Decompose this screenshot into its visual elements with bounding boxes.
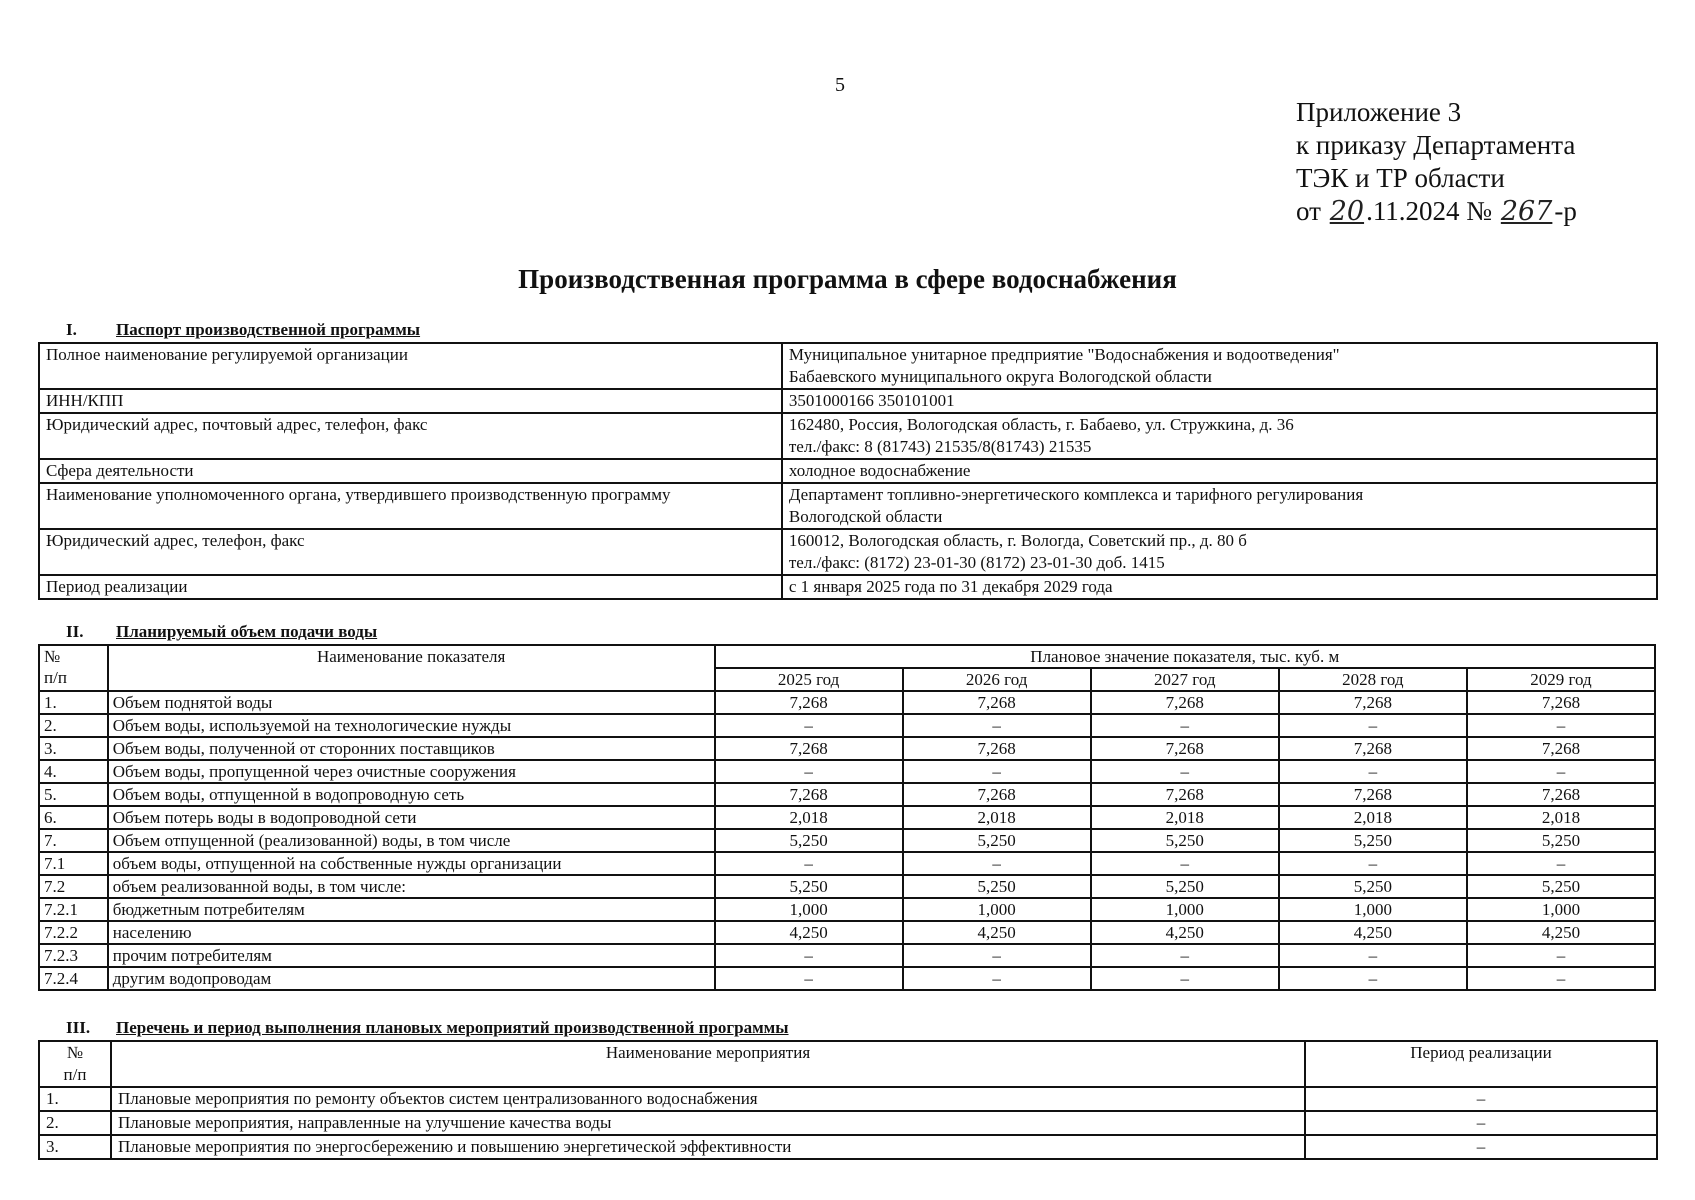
row-number: 7.2 [39, 875, 108, 898]
indicator-value: 7,268 [715, 737, 903, 760]
indicator-name: населению [108, 921, 715, 944]
indicator-name: объем реализованной воды, в том числе: [108, 875, 715, 898]
table-row [39, 898, 1655, 921]
indicator-name: Объем воды, пропущенной через очистные сооружения [108, 760, 715, 783]
indicator-value: – [1279, 944, 1467, 967]
passport-row [39, 343, 1657, 389]
row-number: 3. [39, 737, 108, 760]
indicator-value: 7,268 [715, 691, 903, 714]
row-number: 7. [39, 829, 108, 852]
indicator-value: 7,268 [1279, 737, 1467, 760]
passport-row [39, 389, 1657, 413]
passport-value [782, 483, 1657, 529]
col-num-header [39, 645, 108, 691]
activity-period: – [1305, 1135, 1657, 1159]
indicator-value: – [903, 967, 1091, 990]
table-row [39, 921, 1655, 944]
indicator-value: – [1467, 944, 1655, 967]
row-number: 1. [39, 1087, 111, 1111]
indicator-value: 5,250 [715, 829, 903, 852]
row-number: 2. [39, 1111, 111, 1135]
year-header: 2027 год [1091, 668, 1279, 691]
table-row [39, 875, 1655, 898]
passport-value-line: Вологодской области [788, 507, 943, 526]
indicator-name: Объем воды, полученной от сторонних поставщиков [108, 737, 715, 760]
annex-block [1296, 96, 1577, 228]
passport-value-line: тел./факс: 8 (81743) 21535/8(81743) 21535 [788, 437, 1092, 456]
row-number: 7.2.4 [39, 967, 108, 990]
row-number: 4. [39, 760, 108, 783]
row-number: 7.2.3 [39, 944, 108, 967]
page-number: 5 [835, 74, 845, 96]
activity-period: – [1305, 1111, 1657, 1135]
indicator-value: – [715, 760, 903, 783]
indicator-value: 2,018 [715, 806, 903, 829]
indicator-value: 7,268 [1091, 737, 1279, 760]
indicator-value: – [1467, 714, 1655, 737]
passport-value-line: Департамент топливно-энергетического комплекса и тарифного регулирования [788, 485, 1364, 504]
indicator-value: 2,018 [1279, 806, 1467, 829]
passport-label: ИНН/КПП [39, 389, 782, 413]
passport-table [38, 342, 1658, 600]
row-number: 7.2.1 [39, 898, 108, 921]
indicator-value: – [1091, 714, 1279, 737]
passport-value-line: с 1 января 2025 года по 31 декабря 2029 года [788, 577, 1113, 596]
order-suffix: -р [1554, 196, 1577, 226]
section-1-heading [66, 320, 420, 340]
indicator-value: 4,250 [1279, 921, 1467, 944]
indicator-value: – [1467, 852, 1655, 875]
indicator-value: – [1467, 967, 1655, 990]
indicator-value: 5,250 [715, 875, 903, 898]
indicator-value: 4,250 [903, 921, 1091, 944]
col-num-pp: п/п [44, 668, 67, 687]
activity-name: Плановые мероприятия по ремонту объектов систем централизованного водоснабжения [111, 1087, 1305, 1111]
table-row [39, 691, 1655, 714]
year-header: 2025 год [715, 668, 903, 691]
indicator-value: 7,268 [1279, 691, 1467, 714]
indicator-value: 1,000 [1091, 898, 1279, 921]
indicator-name: объем воды, отпущенной на собственные нужды организации [108, 852, 715, 875]
indicator-name: бюджетным потребителям [108, 898, 715, 921]
row-number: 5. [39, 783, 108, 806]
indicator-value: 2,018 [903, 806, 1091, 829]
indicator-value: 7,268 [1091, 691, 1279, 714]
passport-value-line: Бабаевского муниципального округа Вологодской области [788, 367, 1212, 386]
passport-row [39, 575, 1657, 599]
table-row [39, 852, 1655, 875]
indicator-value: – [903, 760, 1091, 783]
col-period-header: Период реализации [1305, 1041, 1657, 1087]
indicator-value: – [1279, 967, 1467, 990]
passport-label: Юридический адрес, телефон, факс [39, 529, 782, 575]
indicator-value: 1,000 [1279, 898, 1467, 921]
indicator-value: – [1091, 760, 1279, 783]
indicator-value: 1,000 [715, 898, 903, 921]
indicator-value: – [903, 852, 1091, 875]
indicator-name: Объем воды, отпущенной в водопроводную сеть [108, 783, 715, 806]
table-row [39, 737, 1655, 760]
indicator-value: 7,268 [1467, 783, 1655, 806]
passport-row [39, 483, 1657, 529]
indicator-value: 7,268 [903, 737, 1091, 760]
passport-value-line: Муниципальное унитарное предприятие "Водоснабжения и водоотведения" [788, 345, 1340, 364]
indicator-value: 5,250 [1091, 829, 1279, 852]
section-3-title: Перечень и период выполнения плановых мероприятий производственной программы [116, 1018, 789, 1037]
indicator-value: – [715, 944, 903, 967]
indicator-name: прочим потребителям [108, 944, 715, 967]
row-number: 3. [39, 1135, 111, 1159]
indicator-value: 7,268 [1279, 783, 1467, 806]
section-2-title: Планируемый объем подачи воды [116, 622, 378, 641]
table-row [39, 967, 1655, 990]
row-number: 1. [39, 691, 108, 714]
passport-value-line: тел./факс: (8172) 23-01-30 (8172) 23-01-30 доб. 1415 [788, 553, 1165, 572]
section-2-heading [66, 622, 377, 642]
passport-value-line: 3501000166 350101001 [788, 391, 955, 410]
indicator-name: Объем потерь воды в водопроводной сети [108, 806, 715, 829]
table-row [39, 829, 1655, 852]
indicator-value: – [1091, 852, 1279, 875]
activity-name: Плановые мероприятия, направленные на улучшение качества воды [111, 1111, 1305, 1135]
indicator-value: – [1279, 760, 1467, 783]
date-rest: .11.2024 № [1366, 196, 1493, 226]
passport-value [782, 389, 1657, 413]
indicator-value: 5,250 [1091, 875, 1279, 898]
col-num-sign: № [66, 1043, 84, 1062]
passport-row [39, 413, 1657, 459]
row-number: 2. [39, 714, 108, 737]
section-1-roman: I. [66, 320, 77, 339]
indicator-value: 4,250 [1467, 921, 1655, 944]
section-1-title: Паспорт производственной программы [116, 320, 421, 339]
passport-label: Сфера деятельности [39, 459, 782, 483]
table-row [39, 1111, 1657, 1135]
section-3-heading [66, 1018, 789, 1038]
passport-value-line: 162480, Россия, Вологодская область, г. Бабаево, ул. Стружкина, д. 36 [788, 415, 1294, 434]
row-number: 7.1 [39, 852, 108, 875]
indicator-value: 4,250 [1091, 921, 1279, 944]
row-number: 6. [39, 806, 108, 829]
passport-value [782, 529, 1657, 575]
passport-row [39, 459, 1657, 483]
indicator-value: – [1279, 852, 1467, 875]
row-number: 7.2.2 [39, 921, 108, 944]
section-2-roman: II. [66, 622, 84, 641]
annex-line-3: ТЭК и ТР области [1296, 163, 1505, 193]
table-row [39, 1087, 1657, 1111]
indicator-value: – [715, 714, 903, 737]
indicator-value: 1,000 [903, 898, 1091, 921]
indicator-value: 5,250 [1467, 829, 1655, 852]
passport-value-line: холодное водоснабжение [788, 461, 971, 480]
activity-period: – [1305, 1087, 1657, 1111]
indicator-value: – [1091, 967, 1279, 990]
page-title: Производственная программа в сфере водоснабжения [518, 264, 1177, 294]
indicator-value: – [1279, 714, 1467, 737]
year-header: 2029 год [1467, 668, 1655, 691]
indicator-value: 5,250 [1467, 875, 1655, 898]
indicator-value: 5,250 [903, 875, 1091, 898]
table-row [39, 714, 1655, 737]
indicator-value: 7,268 [903, 783, 1091, 806]
passport-label: Период реализации [39, 575, 782, 599]
col-num-sign: № [44, 647, 61, 666]
indicator-value: 7,268 [1467, 691, 1655, 714]
activity-name: Плановые мероприятия по энергосбережению и повышению энергетической эффективности [111, 1135, 1305, 1159]
annex-line-2: к приказу Департамента [1296, 130, 1576, 160]
indicator-value: 7,268 [1091, 783, 1279, 806]
passport-label: Юридический адрес, почтовый адрес, телефон, факс [39, 413, 782, 459]
water-volume-table [38, 644, 1656, 991]
indicator-value: – [903, 944, 1091, 967]
indicator-value: 7,268 [1467, 737, 1655, 760]
indicator-value: – [903, 714, 1091, 737]
indicator-value: 2,018 [1091, 806, 1279, 829]
indicator-name: Объем воды, используемой на технологические нужды [108, 714, 715, 737]
indicator-value: 2,018 [1467, 806, 1655, 829]
passport-value [782, 413, 1657, 459]
col-name-header: Наименование показателя [108, 645, 715, 691]
table-row [39, 783, 1655, 806]
indicator-value: 5,250 [903, 829, 1091, 852]
indicator-value: – [1091, 944, 1279, 967]
indicator-value: 5,250 [1279, 875, 1467, 898]
activities-table [38, 1040, 1658, 1160]
indicator-name: Объем поднятой воды [108, 691, 715, 714]
year-header: 2028 год [1279, 668, 1467, 691]
col-num-header [39, 1041, 111, 1087]
annex-date-line [1296, 195, 1577, 228]
indicator-value: 4,250 [715, 921, 903, 944]
passport-value [782, 459, 1657, 483]
table-row [39, 760, 1655, 783]
indicator-name: Объем отпущенной (реализованной) воды, в том числе [108, 829, 715, 852]
table-row [39, 806, 1655, 829]
indicator-value: 7,268 [903, 691, 1091, 714]
passport-label: Полное наименование регулируемой организации [39, 343, 782, 389]
indicator-value: 5,250 [1279, 829, 1467, 852]
col-group-header: Плановое значение показателя, тыс. куб. м [715, 645, 1655, 668]
table-row [39, 944, 1655, 967]
handwritten-day: 20 [1329, 196, 1365, 227]
passport-row [39, 529, 1657, 575]
indicator-value: – [715, 852, 903, 875]
indicator-value: – [1467, 760, 1655, 783]
date-prefix: от [1296, 196, 1321, 226]
table-row [39, 1135, 1657, 1159]
passport-label: Наименование уполномоченного органа, утвердившего производственную программу [39, 483, 782, 529]
col-activity-header: Наименование мероприятия [111, 1041, 1305, 1087]
passport-value [782, 575, 1657, 599]
handwritten-order-number: 267 [1500, 196, 1553, 227]
indicator-name: другим водопроводам [108, 967, 715, 990]
col-num-pp: п/п [63, 1065, 87, 1084]
annex-line-1: Приложение 3 [1296, 97, 1462, 127]
year-header: 2026 год [903, 668, 1091, 691]
section-3-roman: III. [66, 1018, 91, 1037]
indicator-value: 7,268 [715, 783, 903, 806]
indicator-value: – [715, 967, 903, 990]
passport-value-line: 160012, Вологодская область, г. Вологда, Советский пр., д. 80 б [788, 531, 1247, 550]
passport-value [782, 343, 1657, 389]
indicator-value: 1,000 [1467, 898, 1655, 921]
